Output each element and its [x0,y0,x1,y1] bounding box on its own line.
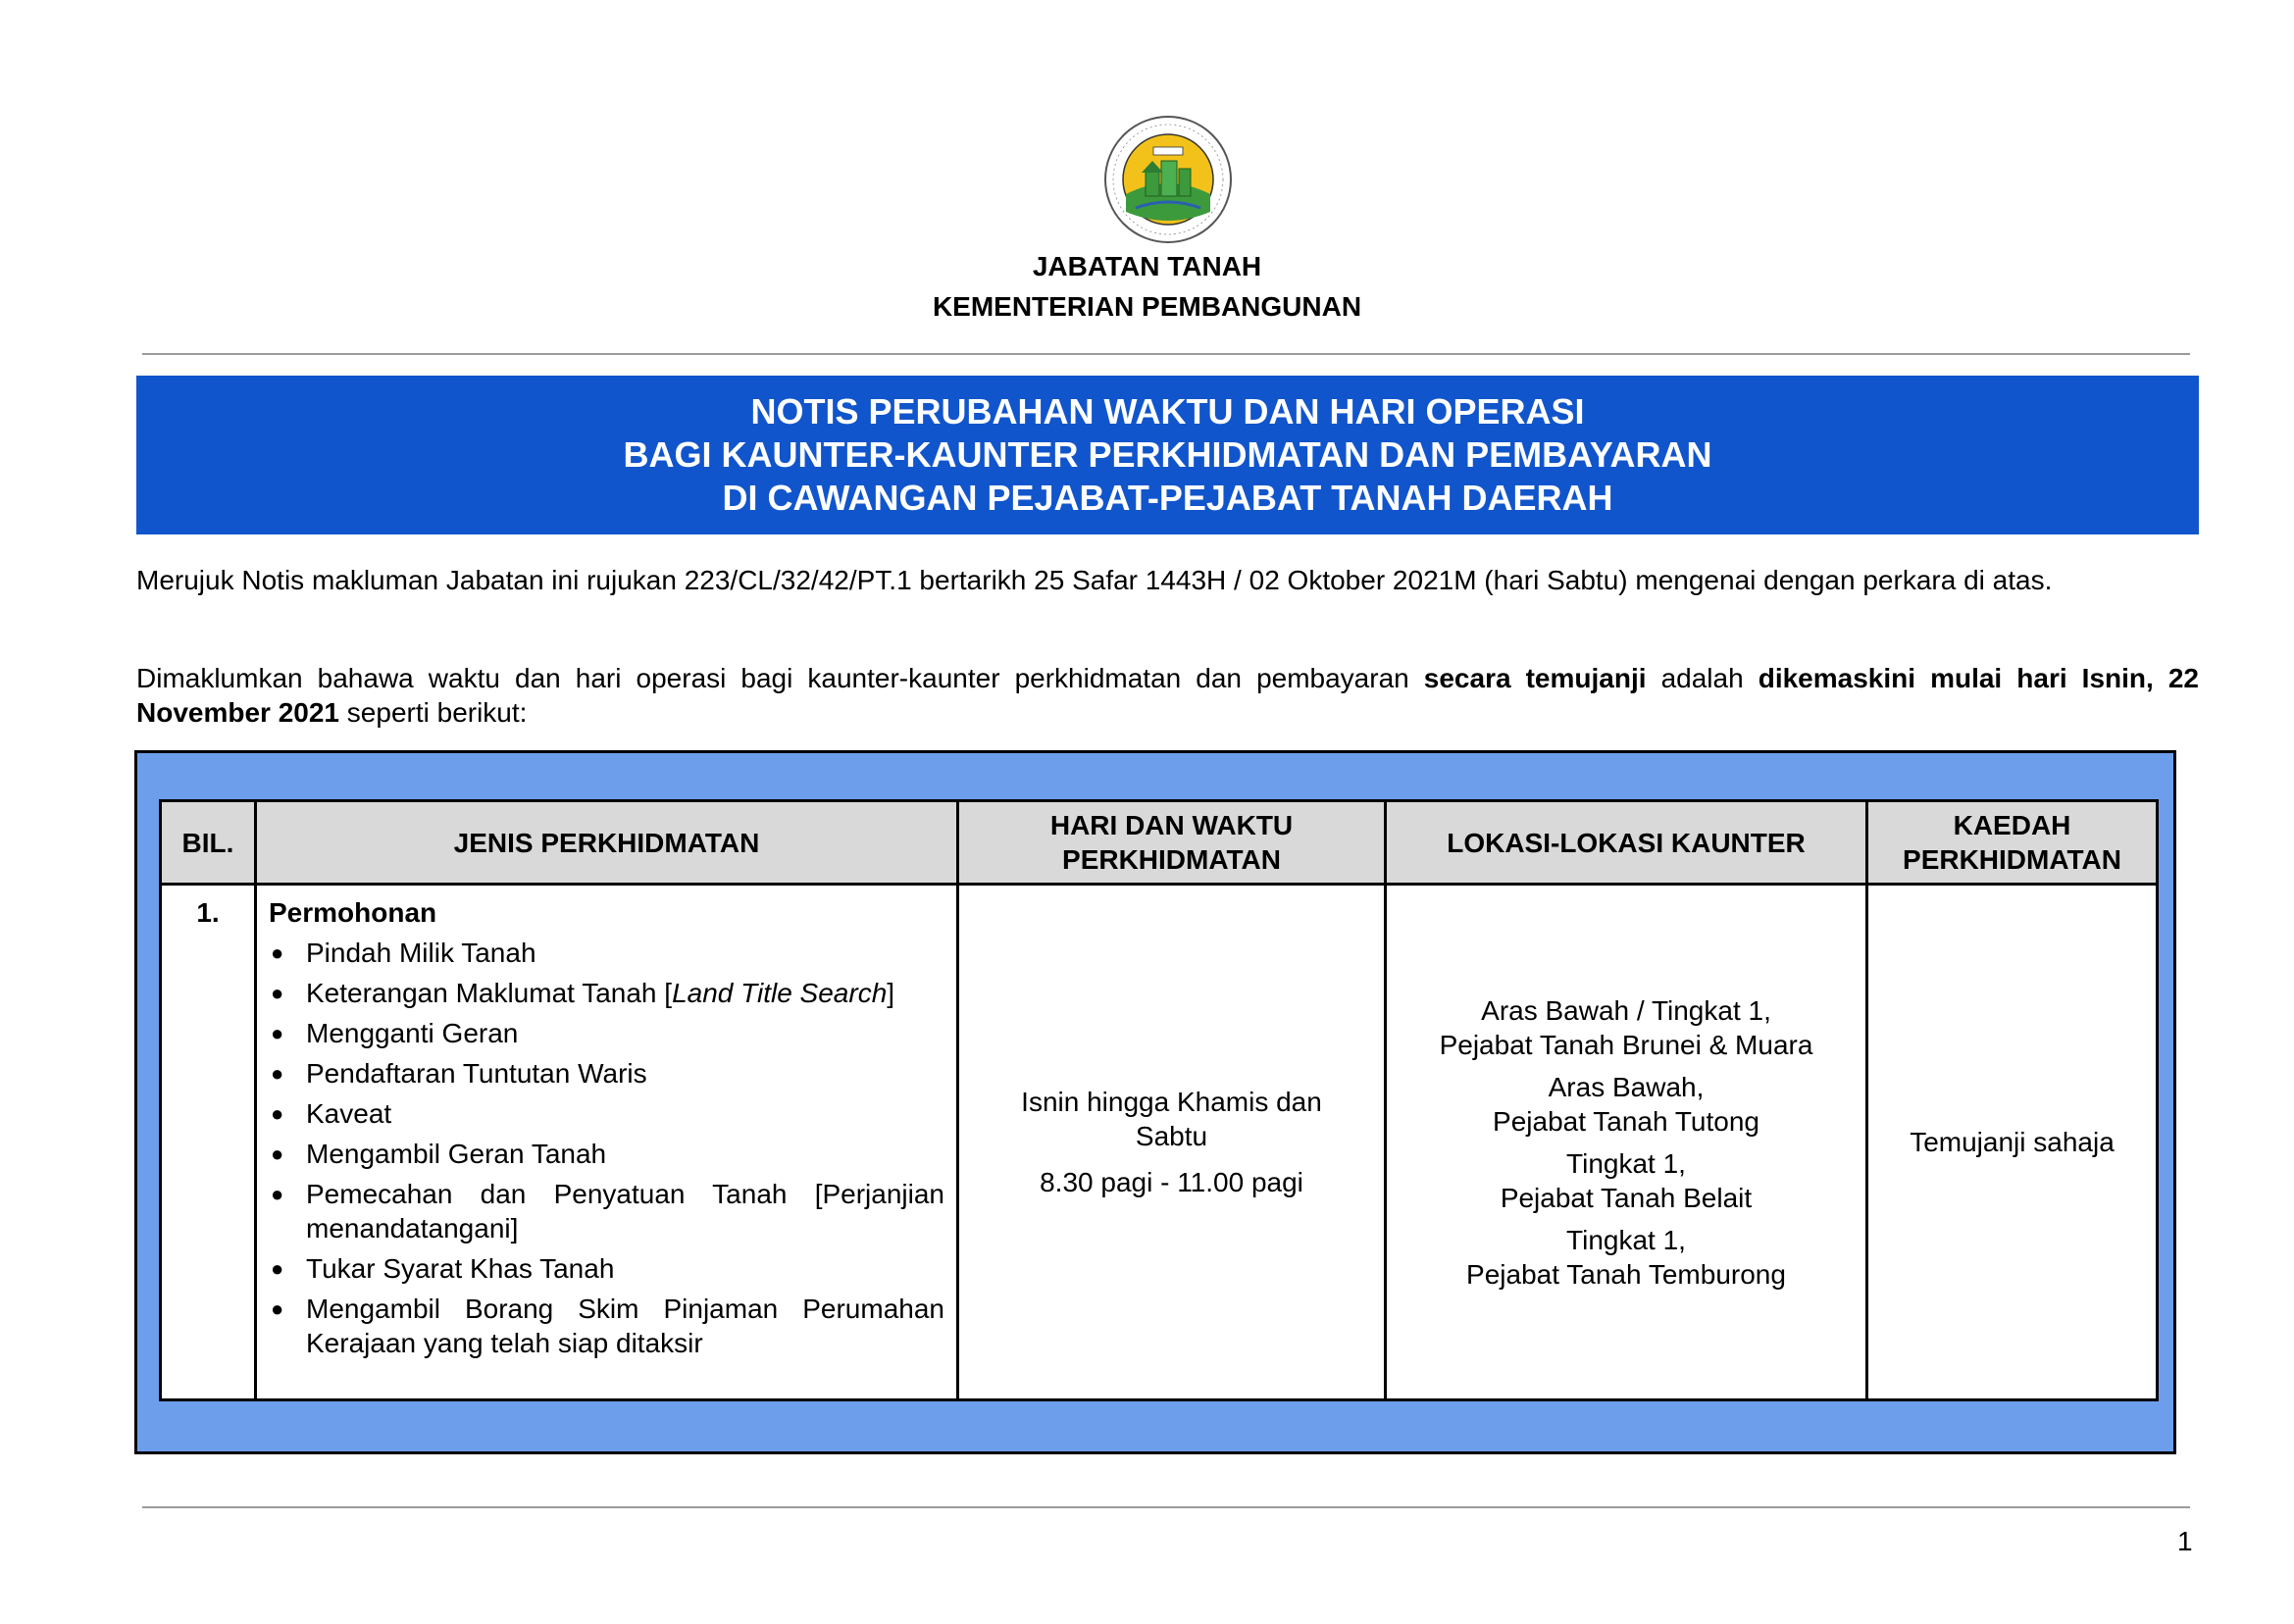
intro-paragraph-2 [136,661,2199,730]
header-hari-line-2: PERKHIDMATAN [1062,844,1281,875]
header-kaedah-line-1: KAEDAH [1953,810,2071,840]
location-line-2: Pejabat Tanah Belait [1500,1182,1753,1213]
row-lokasi [1386,885,1867,1400]
services-table [159,799,2159,1401]
location-line-2: Pejabat Tanah Tutong [1493,1105,1759,1137]
banner-line-2: BAGI KAUNTER-KAUNTER PERKHIDMATAN DAN PEMBAYARAN [623,434,1712,475]
para2-text-c: adalah [1646,663,1759,693]
service-item: ● Mengambil Borang Skim Pinjaman Perumahan Kerajaan yang telah siap ditaksir [269,1292,944,1360]
service-item-text: Keterangan Maklumat Tanah [ [306,978,673,1008]
row-hari-waktu [958,885,1386,1400]
location-block [1399,1223,1854,1292]
location-block [1399,1146,1854,1215]
intro-paragraph-1: Merujuk Notis makluman Jabatan ini rujukan 223/CL/32/42/PT.1 bertarikh 25 Safar 1443H / 02 Oktober 2021M (hari Sabtu) mengenai dengan perkara di atas. [136,565,2053,595]
location-line-1: Aras Bawah / Tingkat 1, [1481,994,1771,1026]
table-header-row [161,801,2158,885]
service-item: ● Pemecahan dan Penyatuan Tanah [Perjanjian menandatangani] [269,1177,944,1245]
header-divider [142,353,2190,355]
hari-text: Isnin hingga Khamis dan Sabtu [1021,1087,1322,1151]
service-item: ● Pendaftaran Tuntutan Waris [269,1056,944,1091]
row-bil: 1. [161,885,256,1400]
jenis-title: Permohonan [269,897,437,928]
table-row [161,885,2158,1400]
header-kaedah-line-2: PERKHIDMATAN [1903,844,2121,875]
location-line-1: Aras Bawah, [1548,1071,1705,1102]
banner-line-1: NOTIS PERUBAHAN WAKTU DAN HARI OPERASI [750,391,1585,431]
location-line-2: Pejabat Tanah Temburong [1466,1258,1786,1290]
service-item: ● Kaveat [269,1096,944,1131]
spacer [971,1153,1372,1165]
service-item [269,976,944,1010]
service-item-italic: Land Title Search [672,978,888,1008]
waktu-text: 8.30 pagi - 11.00 pagi [1040,1167,1303,1197]
location-block [1399,993,1854,1062]
para2-text-e: seperti berikut: [339,697,528,728]
page-number: 1 [2177,1526,2193,1556]
para2-text-a: Dimaklumkan bahawa waktu dan hari operasi bagi kaunter-kaunter perkhidmatan dan pembayaran [136,663,1424,693]
para2-bold-appointment: secara temujanji [1423,663,1647,693]
header-hari-line-1: HARI DAN WAKTU [1049,810,1294,840]
footer-divider [142,1506,2190,1508]
service-item: ● Pindah Milik Tanah [269,936,944,970]
org-name: JABATAN TANAH [1032,251,1262,281]
location-line-2: Pejabat Tanah Brunei & Muara [1439,1029,1813,1060]
location-block [1399,1070,1854,1139]
service-item: ● Mengganti Geran [269,1016,944,1050]
banner-line-3: DI CAWANGAN PEJABAT-PEJABAT TANAH DAERAH [722,478,1613,518]
header-lokasi: LOKASI-LOKASI KAUNTER [1386,801,1867,885]
service-item-close: ] [887,978,895,1008]
location-line-1: Tingkat 1, [1566,1224,1686,1255]
ministry-name: KEMENTERIAN PEMBANGUNAN [932,291,1362,322]
row-jenis [256,885,958,1400]
service-item: ● Tukar Syarat Khas Tanah [269,1251,944,1286]
header-kaedah [1867,801,2158,885]
notice-title-banner [136,376,2199,534]
service-list [269,936,944,1360]
jabatan-tanah-logo [1102,114,1234,245]
para2-bold-effective-date: dikemaskini mulai hari Isnin, 22 November 2021 [136,663,2199,728]
row-kaedah: Temujanji sahaja [1867,885,2158,1400]
header-jenis: JENIS PERKHIDMATAN [256,801,958,885]
location-line-1: Tingkat 1, [1566,1147,1686,1179]
service-item: ● Mengambil Geran Tanah [269,1137,944,1171]
header-bil: BIL. [161,801,256,885]
header-hari-waktu [958,801,1386,885]
